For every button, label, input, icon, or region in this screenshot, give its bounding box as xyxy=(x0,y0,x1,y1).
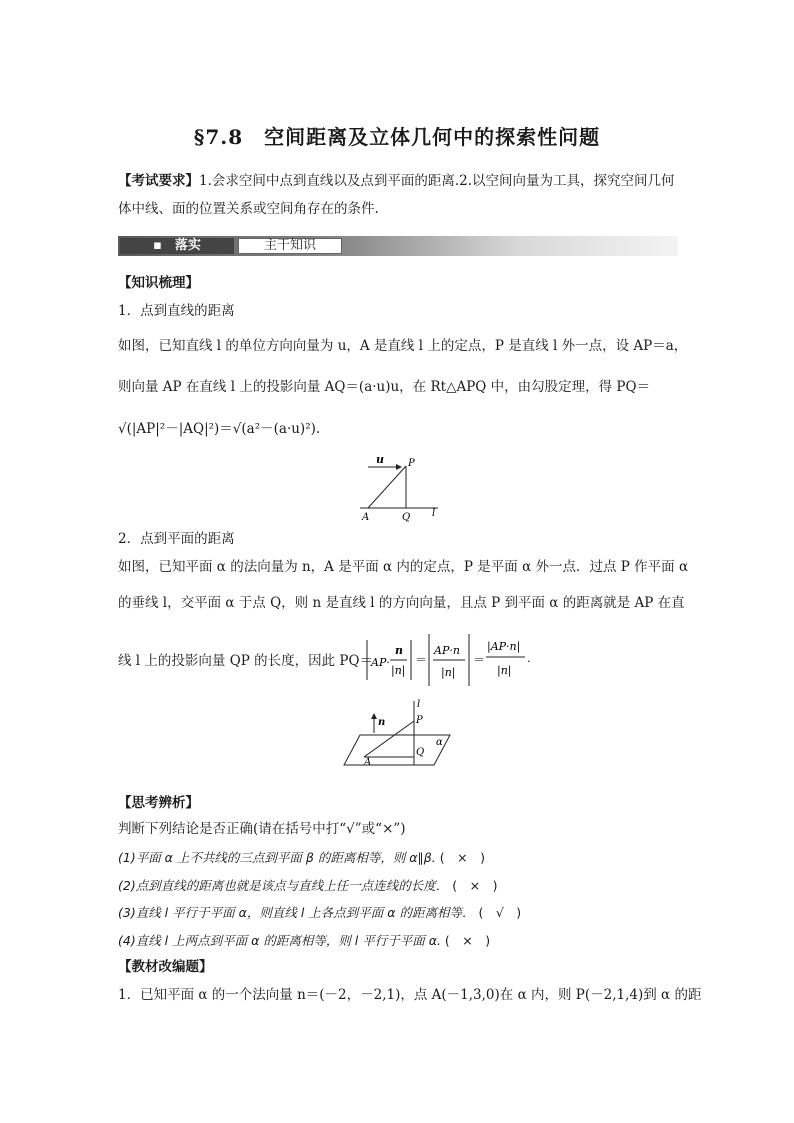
section1-line3: √(|AP|²－|AQ|²)＝√(a²－(a·u)²). xyxy=(118,421,321,437)
judgement-item-3: (3)直线 l 平行于平面 α，则直线 l 上各点到平面 α 的距离相等． ( √ ) xyxy=(118,905,522,920)
segment-AP xyxy=(364,721,414,757)
label-Q: Q xyxy=(402,512,411,523)
section2-line1: 如图，已知平面 α 的法向量为 n，A 是平面 α 内的定点，P 是平面 α 外一点．过点 P 作平面 α xyxy=(118,559,689,575)
judgement-item-2: (2)点到直线的距离也就是该点与直线上任一点连线的长度． ( × ) xyxy=(118,878,498,893)
label-A: A xyxy=(364,757,372,768)
label-alpha: α xyxy=(436,737,443,748)
textbook-header: 【教材改编题】 xyxy=(118,959,213,975)
answer-mark: ( √ ) xyxy=(478,905,522,920)
label-l: l xyxy=(417,699,421,710)
section1-line1: 如图，已知直线 l 的单位方向向量为 u，A 是直线 l 上的定点，P 是直线 l 外一点，设 AP＝a， xyxy=(118,338,688,354)
banner-tag-main-knowledge: 主干知识 xyxy=(238,238,342,254)
answer-mark: ( × ) xyxy=(452,878,498,893)
think-intro: 判断下列结论是否正确(请在括号中打“√”或“×”) xyxy=(118,821,406,837)
svg-text:＝: ＝ xyxy=(415,653,428,667)
section1-heading: 1．点到直线的距离 xyxy=(118,303,235,319)
judgement-item-1: (1)平面 α 上不共线的三点到平面 β 的距离相等，则 α∥β. ( × ) xyxy=(118,850,485,865)
frac2-numerator: AP·n xyxy=(434,644,460,657)
segment-AP xyxy=(368,466,406,508)
label-Q: Q xyxy=(416,747,425,758)
svg-text:.: . xyxy=(527,652,531,665)
page-title: §7.8 空间距离及立体几何中的探索性问题 xyxy=(193,125,601,149)
figure-point-to-line xyxy=(350,450,450,525)
svg-text:＝: ＝ xyxy=(473,653,486,667)
label-l: l xyxy=(432,508,436,519)
frac3-numerator: |AP·n| xyxy=(487,640,521,653)
arrow-up-icon xyxy=(371,713,377,719)
answer-mark: ( × ) xyxy=(439,850,485,865)
label-n: n xyxy=(378,717,386,728)
plane-alpha xyxy=(344,735,450,765)
label-A: A xyxy=(362,512,370,523)
textbook-question-1: 1．已知平面 α 的一个法向量 n＝(－2，－2,1)，点 A(－1,3,0)在 α 内，则 P(－2,1,4)到 α 的距 xyxy=(118,987,702,1003)
label-u: u xyxy=(376,453,384,466)
label-P: P xyxy=(416,715,423,726)
answer-mark: ( × ) xyxy=(444,933,491,948)
svg-text:AP·: AP· xyxy=(371,656,390,669)
label-P: P xyxy=(408,458,415,469)
frac3-denominator: |n| xyxy=(497,664,512,677)
section2-line2: 的垂线 l，交平面 α 于点 Q，则 n 是直线 l 的方向向量，且点 P 到平面 α 的距离就是 AP 在直 xyxy=(118,595,685,611)
frac2-denominator: |n| xyxy=(441,666,456,679)
section2-heading: 2．点到平面的距离 xyxy=(118,531,235,547)
knowledge-header: 【知识梳理】 xyxy=(118,275,199,291)
exam-requirements-line1: 【考试要求】1.会求空间中点到直线以及点到平面的距离.2.以空间向量为工具，探究空间几何 xyxy=(118,173,675,189)
section1-line2: 则向量 AP 在直线 l 上的投影向量 AQ＝(a·u)u，在 Rt△APQ 中，由勾股定理，得 PQ＝ xyxy=(118,379,651,395)
section-banner xyxy=(118,236,678,256)
banner-tag-practice: ▪ 落实 xyxy=(120,238,234,254)
formula-distance-to-plane xyxy=(365,630,540,690)
judgement-item-4: (4)直线 l 上两点到平面 α 的距离相等，则 l 平行于平面 α. ( × ) xyxy=(118,933,491,948)
figure-point-to-plane xyxy=(340,695,460,775)
exam-requirements-line2: 体中线、面的位置关系或空间角存在的条件. xyxy=(118,201,379,217)
frac1-numerator: n xyxy=(395,644,403,657)
think-header: 【思考辨析】 xyxy=(118,795,199,811)
exam-requirements-tag: 【考试要求】 xyxy=(118,173,199,189)
frac1-denominator: |n| xyxy=(391,664,406,677)
arrow-head-icon xyxy=(396,464,402,470)
section2-line3: 线 l 上的投影向量 QP 的长度，因此 PQ＝ xyxy=(118,653,374,669)
